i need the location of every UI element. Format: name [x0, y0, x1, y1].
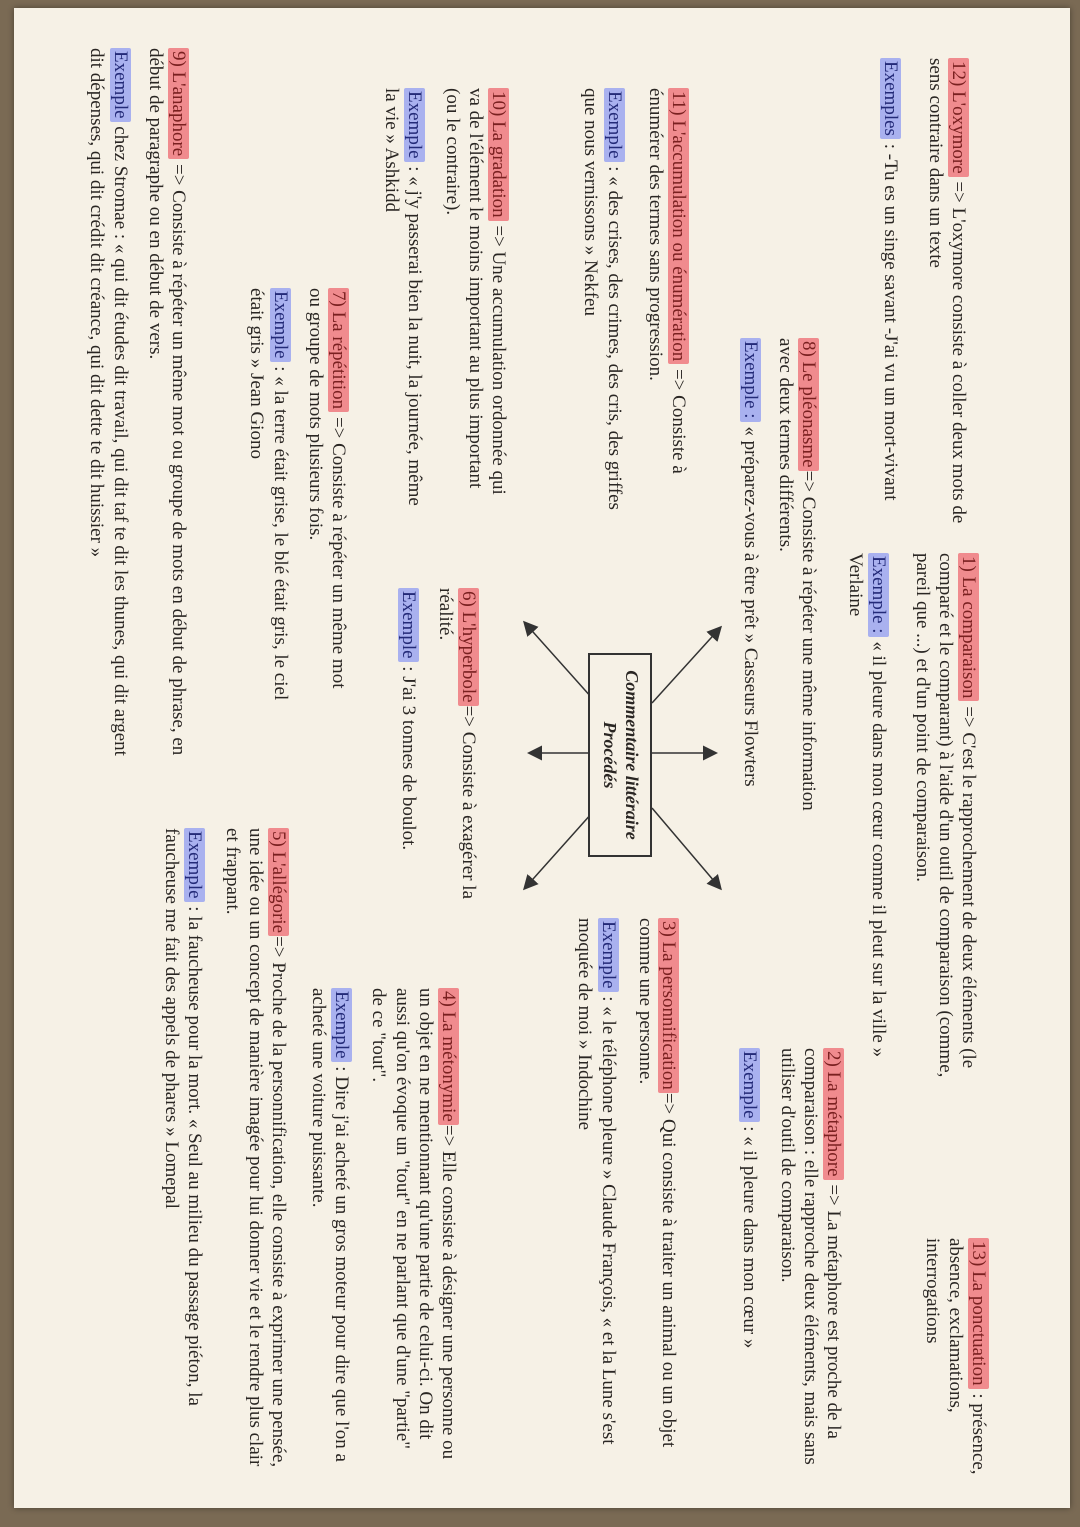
example-oxymore: : -Tu es un singe savant -J'ai vu un mort-vivant	[879, 138, 901, 501]
block-metaphore	[738, 1048, 845, 1468]
ex-label-hyperbole: Exemple	[398, 588, 419, 662]
label-accumulation: 11) L'accumulation ou énumération	[668, 88, 689, 364]
block-personnification	[573, 918, 680, 1478]
center-subtitle: Procédés	[600, 721, 620, 789]
def-personnification: => Qui consiste à traiter un animal ou un objet comme une personne.	[634, 918, 679, 1448]
def-allegorie: => Proche de la personnification, elle consiste à exprimer une pensée, une idée ou un concept de manière imagée pour lui donner vie et le rendre plus clair et frappant.	[221, 828, 289, 1468]
center-title: Commentaire littéraire	[621, 670, 642, 840]
block-anaphore	[85, 48, 190, 768]
label-metonymie: 4) La métonymie	[438, 988, 459, 1125]
def-repetition: => Consiste à répéter un même mot ou groupe de mots plusieurs fois.	[304, 288, 349, 689]
block-hyperbole	[396, 588, 480, 928]
example-metonymie: : Dire j'ai acheté un gros moteur pour dire que l'on a acheté une voiture puissante.	[308, 988, 353, 1462]
example-allegorie: : la faucheuse pour la mort. « Seul au milieu du passage piéton, la faucheuse me fait des appels de phares » Lomepal	[161, 828, 206, 1406]
ex-label-gradation: Exemple	[404, 88, 425, 162]
def-anaphore: => Consiste à répéter un même mot ou groupe de mots en début de phrase, en début de paragraphe ou en début de vers.	[144, 48, 189, 756]
label-metaphore: 2) La métaphore	[823, 1048, 844, 1180]
block-pleonasme	[738, 338, 820, 818]
block-repetition	[245, 288, 350, 708]
block-allegorie	[160, 828, 290, 1478]
label-oxymore: 12) L'oxymore	[948, 58, 969, 177]
def-metonymie: => Elle consiste à désigner une personne ou un objet en ne mentionnant qu'une partie de celui-ci. On dit aussi qu'on évoque un "tout" en ne parlant que d'une "partie" de ce "tout".	[368, 988, 459, 1460]
def-comparaison: => C'est le rapprochement de deux éléments (le comparé et le comparant) à l'aide d'un outil de comparaison (comme, pareil que ...) et d'un point de comparaison.	[911, 553, 979, 1078]
label-allegorie: 5) L'allégorie	[268, 828, 289, 936]
label-personnification: 3) La personnification	[658, 918, 679, 1093]
ex-label-oxymore: Exemples	[880, 58, 901, 139]
example-comparaison: « il pleure dans mon cœur comme il pleut sur la ville » Verlaine	[845, 553, 890, 1058]
center-title-box	[588, 653, 652, 857]
def-pleonasme: => Consiste à répéter une même information avec deux termes différents.	[774, 338, 819, 811]
block-gradation	[380, 88, 510, 508]
ex-label-pleonasme: Exemple :	[740, 338, 761, 422]
label-repetition: 7) La répétition	[328, 288, 349, 412]
example-hyperbole: : J'ai 3 tonnes de boulot.	[397, 661, 419, 851]
ex-label-allegorie: Exemple	[184, 828, 205, 902]
label-pleonasme: 8) Le pléonasme	[798, 338, 819, 471]
arrow-lower-right	[525, 813, 592, 888]
example-personnification: : « le téléphone pleure » Claude François, « et la Lune s'est moquée de moi » Indochine	[574, 918, 619, 1445]
def-ponctuation: : présence, absence, exclamations, interrogations	[921, 1238, 989, 1475]
example-anaphore: chez Stromae : « qui dit études dit travail, qui dit taf te dit les thunes, qui dit argent dit dépenses, qui dit crédit dit créance, qui dit dette te dit huissier »	[86, 48, 131, 756]
def-hyperbole: => Consiste à exagérer la réalité.	[434, 588, 479, 900]
block-metonymie	[307, 988, 460, 1468]
block-accumulation	[579, 88, 690, 528]
ex-label-repetition: Exemple	[270, 288, 291, 362]
example-gradation: : « j'y passerai bien la nuit, la journée, même la vie » Ashkidd	[381, 88, 426, 506]
def-oxymore: => L'oxymore consiste à coller deux mots de sens contraire dans un texte	[924, 58, 969, 524]
label-comparaison: 1) La comparaison	[958, 553, 979, 701]
def-metaphore: => La métaphore est proche de la comparaison : elle rapproche deux éléments, mais sans utiliser d'outil de comparaison.	[776, 1048, 844, 1465]
arrow-upper-right	[652, 808, 720, 888]
example-accumulation: : « des crises, des crimes, des cris, des griffes que nous vernissons » Nekfeu	[580, 88, 625, 510]
label-anaphore: 9) L'anaphore	[168, 48, 189, 159]
ex-label-anaphore: Exemple	[110, 48, 131, 122]
ex-label-accumulation: Exemple	[604, 88, 625, 162]
def-accumulation: => Consiste à énumérer des termes sans progression.	[644, 88, 689, 474]
arrow-lower-left	[525, 623, 592, 698]
block-oxymore	[878, 58, 970, 528]
example-repetition: : « la terre était grise, le blé était gris, le ciel était gris » Jean Giono	[246, 288, 291, 701]
mind-map	[14, 8, 1070, 1508]
example-pleonasme: « préparez-vous à être prêt » Casseurs Flowters	[739, 421, 761, 787]
ex-label-metonymie: Exemple	[331, 988, 352, 1062]
ex-label-comparaison: Exemple :	[868, 553, 889, 637]
block-ponctuation	[920, 1238, 990, 1488]
paper-sheet	[14, 8, 1070, 1508]
label-ponctuation: 13) La ponctuation	[968, 1238, 989, 1389]
label-hyperbole: 6) L'hyperbole	[458, 588, 479, 706]
example-metaphore: : « il pleure dans mon cœur »	[739, 1121, 761, 1349]
arrow-upper-left	[652, 628, 720, 703]
def-gradation: => Une accumulation ordonnée qui va de l'élément le moins important au plus important (ou le contraire).	[441, 88, 509, 495]
ex-label-personnification: Exemple	[598, 918, 619, 992]
label-gradation: 10) La gradation	[488, 88, 509, 221]
ex-label-metaphore: Exemple	[739, 1048, 760, 1122]
block-comparaison	[844, 553, 980, 1083]
